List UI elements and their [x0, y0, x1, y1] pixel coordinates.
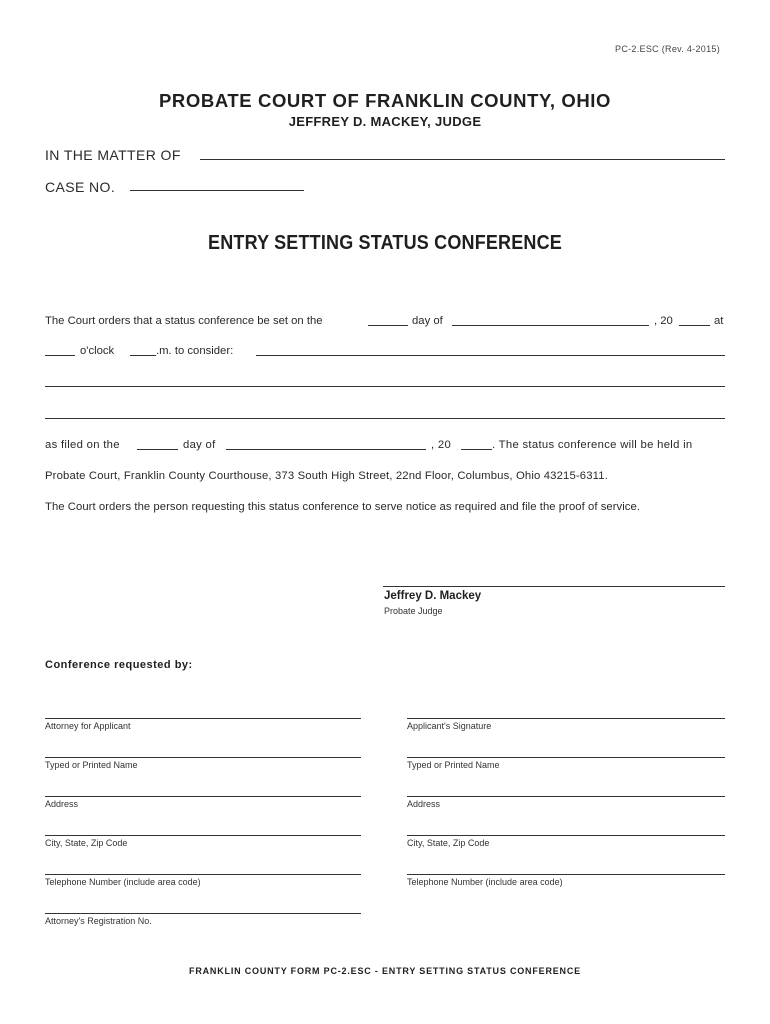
- case-number-field[interactable]: [130, 190, 304, 191]
- attorney-registration-field[interactable]: [45, 913, 361, 914]
- applicant-name-field[interactable]: [407, 757, 725, 758]
- order-text-1c: , 20: [654, 315, 673, 327]
- left-field-label: Typed or Printed Name: [45, 760, 138, 770]
- form-footer: FRANKLIN COUNTY FORM PC-2.ESC - ENTRY SETTING STATUS CONFERENCE: [189, 966, 581, 976]
- order-text-1b: day of: [412, 315, 443, 327]
- conference-year-field[interactable]: [679, 325, 710, 326]
- right-field-label: Typed or Printed Name: [407, 760, 500, 770]
- left-field-label: Attorney for Applicant: [45, 721, 131, 731]
- judge-signature-line[interactable]: [383, 586, 725, 587]
- judge-name: Jeffrey D. Mackey: [384, 590, 482, 602]
- page-title: ENTRY SETTING STATUS CONFERENCE: [208, 232, 562, 254]
- filed-day-field[interactable]: [137, 449, 178, 450]
- order-text-3a: as filed on the: [45, 439, 120, 451]
- right-field-label: Telephone Number (include area code): [407, 877, 563, 887]
- matter-label: IN THE MATTER OF: [45, 147, 181, 163]
- filed-year-field[interactable]: [461, 449, 492, 450]
- conference-hour-field[interactable]: [45, 355, 75, 356]
- form-revision: PC-2.ESC (Rev. 4-2015): [615, 44, 720, 54]
- right-field-label: City, State, Zip Code: [407, 838, 490, 848]
- order-text-3b: day of: [183, 439, 216, 451]
- right-field-label: Address: [407, 799, 441, 809]
- matter-field[interactable]: [200, 159, 725, 160]
- case-label: CASE NO.: [45, 179, 116, 195]
- order-text-1d: at: [714, 315, 724, 327]
- attorney-phone-field[interactable]: [45, 874, 361, 875]
- attorney-name-field[interactable]: [45, 757, 361, 758]
- applicant-signature-field[interactable]: [407, 718, 725, 719]
- left-field-label: Telephone Number (include area code): [45, 877, 201, 887]
- left-field-label: Address: [45, 799, 79, 809]
- consider-field-1[interactable]: [256, 355, 725, 356]
- consider-field-3[interactable]: [45, 418, 725, 419]
- applicant-address-field[interactable]: [407, 796, 725, 797]
- court-name: PROBATE COURT OF FRANKLIN COUNTY, OHIO: [158, 90, 612, 111]
- attorney-address-field[interactable]: [45, 796, 361, 797]
- order-text-3c: , 20: [431, 439, 452, 451]
- applicant-city-field[interactable]: [407, 835, 725, 836]
- am-pm-field[interactable]: [130, 355, 156, 356]
- left-field-label: Attorney's Registration No.: [45, 916, 152, 926]
- order-text-2b: .m. to consider:: [156, 345, 234, 357]
- service-order: The Court orders the person requesting this status conference to serve notice as required and file the proof of service.: [45, 501, 641, 513]
- left-field-label: City, State, Zip Code: [45, 838, 128, 848]
- judge-line: JEFFREY D. MACKEY, JUDGE: [288, 114, 482, 129]
- applicant-phone-field[interactable]: [407, 874, 725, 875]
- right-field-label: Applicant's Signature: [407, 721, 492, 731]
- attorney-signature-field[interactable]: [45, 718, 361, 719]
- conference-day-field[interactable]: [368, 325, 408, 326]
- attorney-city-field[interactable]: [45, 835, 361, 836]
- courthouse-address: Probate Court, Franklin County Courthouse, 373 South High Street, 22nd Floor, Columbus, Ohio 43215-6311.: [45, 470, 608, 482]
- order-text-2a: o'clock: [80, 345, 115, 357]
- conference-month-field[interactable]: [452, 325, 649, 326]
- requested-by-label: Conference requested by:: [45, 659, 193, 671]
- filed-month-field[interactable]: [226, 449, 426, 450]
- judge-role: Probate Judge: [384, 606, 443, 616]
- consider-field-2[interactable]: [45, 386, 725, 387]
- order-text-3d: . The status conference will be held in: [492, 439, 693, 451]
- order-text-1a: The Court orders that a status conference be set on the: [45, 315, 323, 327]
